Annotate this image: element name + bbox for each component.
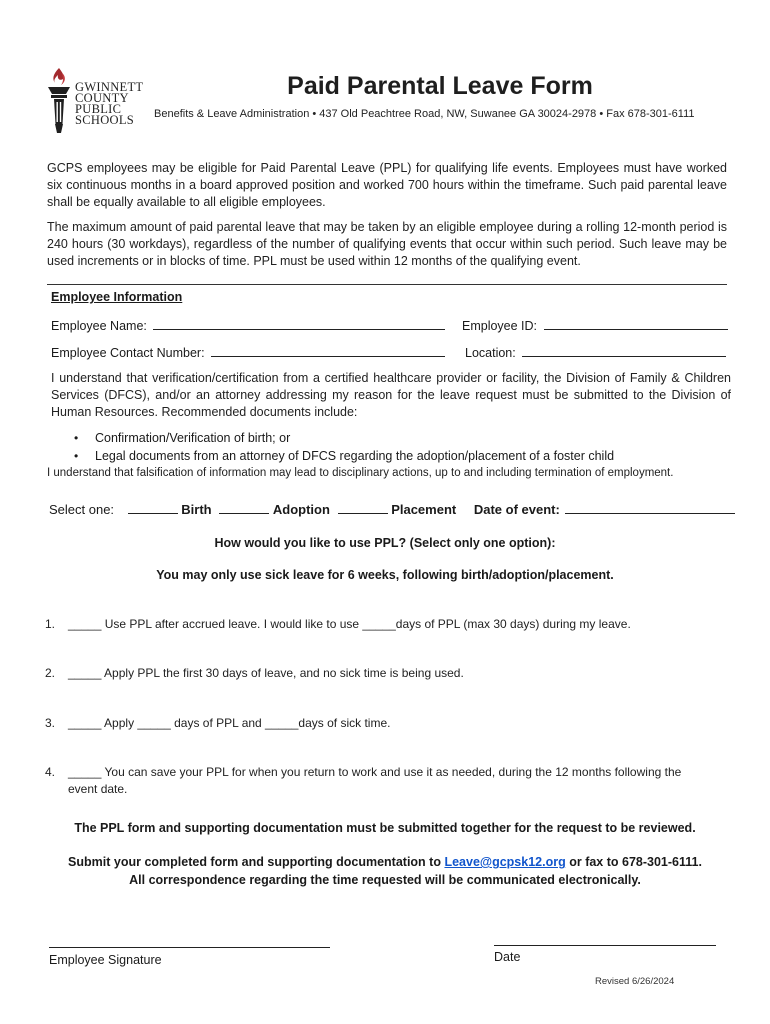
option-text: You can save your PPL for when you return to work and use it as needed, during the 12 months following the xyxy=(104,765,682,779)
option-number: 4. xyxy=(45,765,56,779)
date-line[interactable] xyxy=(494,945,716,946)
submit-text: Submit your completed form and supporting documentation to xyxy=(68,855,441,869)
submit-instructions xyxy=(0,855,770,869)
list-item: • Confirmation/Verification of birth; or xyxy=(49,429,729,447)
location-label: Location: xyxy=(465,346,516,360)
birth-option-label: Birth xyxy=(181,502,212,517)
employee-id-label: Employee ID: xyxy=(462,319,538,333)
employee-name-row xyxy=(51,316,445,333)
section-divider xyxy=(47,284,727,285)
ppl-option-2[interactable] xyxy=(45,665,735,682)
birth-blank[interactable] xyxy=(128,500,178,514)
sick-leave-note: You may only use sick leave for 6 weeks, following birth/adoption/placement. xyxy=(156,568,614,582)
logo-text-county: COUNTY xyxy=(75,91,129,105)
date-of-event-label: Date of event: xyxy=(473,502,560,517)
option-text: Use PPL after accrued leave. I would like to use _____days of PPL (max 30 days) during my leave. xyxy=(104,617,631,631)
email-link[interactable]: Leave@gcpsk12.org xyxy=(444,855,566,869)
date-label: Date xyxy=(494,950,521,964)
verification-paragraph: I understand that verification/certification from a certified healthcare provider or facility, the Division of Family & Children Services (DFCS), and/or an attorney addressing my reason for the leave request must be submitted to the Division of Human Resources. Recommended documents include: xyxy=(51,371,731,419)
option-blank[interactable]: _____ xyxy=(68,765,102,779)
option-number: 1. xyxy=(45,617,56,631)
eligibility-paragraph: GCPS employees may be eligible for Paid Parental Leave (PPL) for qualifying life events. Employees must have worked six continuous months in a board approved position and worked 700 hours within the timeframe. Such paid parental leave shall be equally available to all eligible employees. xyxy=(47,161,727,209)
falsification-statement: I understand that falsification of information may lead to disciplinary actions, up to and including termination of employment. xyxy=(47,467,674,479)
office-address: Benefits & Leave Administration • 437 Old Peachtree Road, NW, Suwanee GA 30024-2978 • Fax 678-301-6111 xyxy=(154,108,695,120)
date-of-event-field[interactable] xyxy=(565,500,735,514)
revision-date: Revised 6/26/2024 xyxy=(595,976,675,987)
option-blank[interactable]: _____ xyxy=(68,666,102,680)
option-number: 2. xyxy=(45,666,56,680)
option-blank[interactable]: _____ xyxy=(68,716,102,730)
fax-text: or fax to 678-301-6111. xyxy=(569,855,702,869)
employee-contact-label: Employee Contact Number: xyxy=(51,346,205,360)
placement-option-label: Placement xyxy=(391,502,457,517)
signature-label: Employee Signature xyxy=(49,953,162,967)
logo-text-schools: SCHOOLS xyxy=(75,113,135,127)
employee-id-row xyxy=(462,316,728,333)
ppl-option-4[interactable] xyxy=(45,764,735,797)
employee-id-field[interactable] xyxy=(544,316,728,330)
employee-name-label: Employee Name: xyxy=(51,319,147,333)
maximum-leave-paragraph: The maximum amount of paid parental leave that may be taken by an eligible employee during a rolling 12-month period is 240 hours (30 workdays), regardless of the number of qualifying events that occur within such period. Such leave may be used increments or in blocks of time. PPL must be used within 12 months of the qualifying event. xyxy=(47,220,727,268)
select-one-label: Select one: xyxy=(49,502,115,517)
option-text-continued: event date. xyxy=(68,781,128,796)
list-item: • Legal documents from an attorney of DFCS regarding the adoption/placement of a foster child xyxy=(49,447,729,465)
correspondence-note: All correspondence regarding the time requested will be communicated electronically. xyxy=(129,873,641,887)
option-text: Apply PPL the first 30 days of leave, and no sick time is being used. xyxy=(104,666,464,680)
torch-icon xyxy=(44,66,74,136)
option-text: Apply _____ days of PPL and _____days of sick time. xyxy=(104,716,391,730)
usage-question: How would you like to use PPL? (Select only one option): xyxy=(214,536,556,550)
employee-contact-field[interactable] xyxy=(211,343,445,357)
adoption-blank[interactable] xyxy=(219,500,269,514)
form-title: Paid Parental Leave Form xyxy=(287,72,593,100)
logo-text-public: PUBLIC xyxy=(75,102,122,116)
gcps-logo xyxy=(44,66,144,136)
ppl-option-3[interactable] xyxy=(45,715,735,732)
documents-list xyxy=(49,429,729,465)
employee-name-field[interactable] xyxy=(153,316,445,330)
adoption-option-label: Adoption xyxy=(272,502,330,517)
event-type-row xyxy=(49,500,735,517)
signature-line[interactable] xyxy=(49,947,330,948)
placement-blank[interactable] xyxy=(338,500,388,514)
option-blank[interactable]: _____ xyxy=(68,617,102,631)
ppl-option-1[interactable] xyxy=(45,616,735,633)
location-field[interactable] xyxy=(522,343,726,357)
location-row xyxy=(465,343,726,360)
employee-contact-row xyxy=(51,343,445,360)
employee-info-heading: Employee Information xyxy=(51,290,183,304)
logo-text-gwinnett: GWINNETT xyxy=(75,80,144,94)
submission-requirement: The PPL form and supporting documentation must be submitted together for the request to be reviewed. xyxy=(74,821,696,835)
option-number: 3. xyxy=(45,716,56,730)
